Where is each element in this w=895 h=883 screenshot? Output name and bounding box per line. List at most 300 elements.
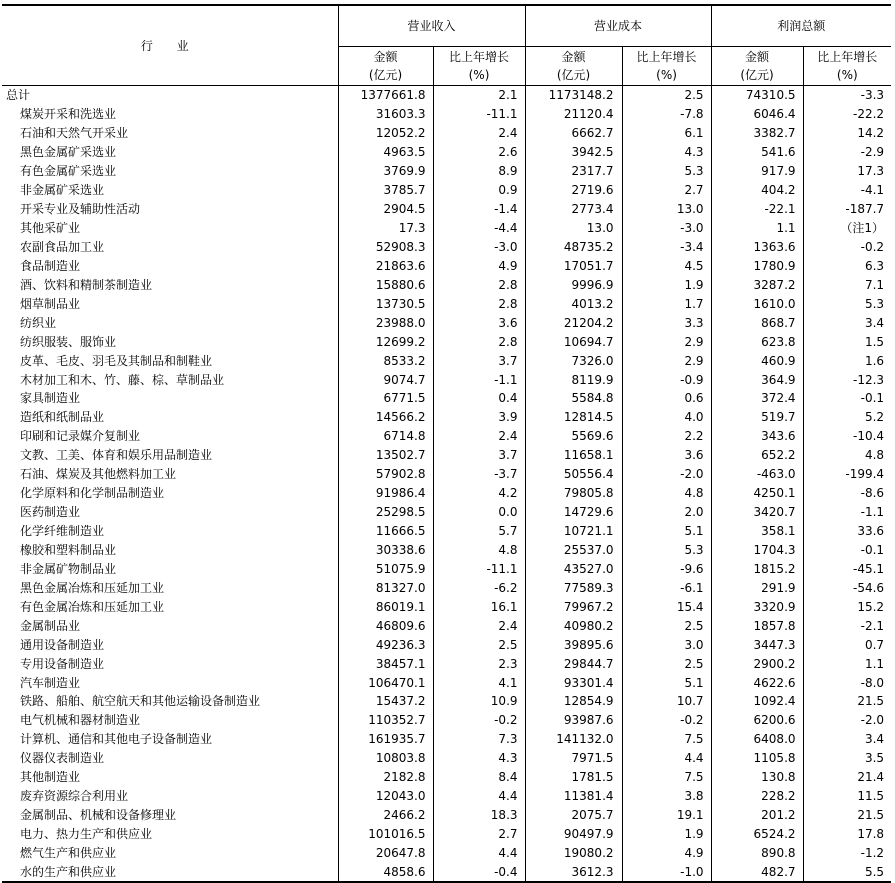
industry-name-cell: 造纸和纸制品业 xyxy=(20,410,105,425)
revenue-amount-cell: 57902.8 xyxy=(338,465,433,484)
revenue-growth-cell: 16.1 xyxy=(433,597,525,616)
industry-name-cell: 金属制品、机械和设备修理业 xyxy=(20,808,177,823)
revenue-amount-cell: 101016.5 xyxy=(338,825,433,844)
growth-label: 比上年增长 xyxy=(636,50,697,64)
profit-amount-cell: 1092.4 xyxy=(711,692,803,711)
revenue-growth-cell: 0.4 xyxy=(433,389,525,408)
revenue-amount-cell: 81327.0 xyxy=(338,578,433,597)
profit-growth-cell: -2.0 xyxy=(803,711,891,730)
industry-column-header: 行 业 xyxy=(2,5,338,86)
cost-growth-cell: 3.3 xyxy=(622,313,711,332)
revenue-amount-cell: 12699.2 xyxy=(338,332,433,351)
revenue-amount-cell: 2466.2 xyxy=(338,806,433,825)
cost-amount-cell: 3612.3 xyxy=(525,862,622,882)
cost-growth-cell: -7.8 xyxy=(622,105,711,124)
table-row xyxy=(2,143,891,162)
revenue-growth-cell: 3.7 xyxy=(433,446,525,465)
profit-growth-cell: 3.5 xyxy=(803,749,891,768)
revenue-amount-cell: 20647.8 xyxy=(338,844,433,863)
cost-amount-cell: 6662.7 xyxy=(525,124,622,143)
cost-growth-cell: -2.0 xyxy=(622,465,711,484)
profit-amount-cell: 2900.2 xyxy=(711,654,803,673)
industry-name-cell: 煤炭开采和洗选业 xyxy=(20,107,117,122)
profit-growth-cell: 1.6 xyxy=(803,351,891,370)
profit-amount-cell: 3447.3 xyxy=(711,635,803,654)
profit-growth-cell: 3.4 xyxy=(803,313,891,332)
profit-growth-cell: 6.3 xyxy=(803,256,891,275)
industry-name-cell: 非金属矿物制品业 xyxy=(20,561,117,576)
revenue-growth-cell: 4.9 xyxy=(433,256,525,275)
cost-growth-cell: 6.1 xyxy=(622,124,711,143)
industry-name-cell: 文教、工美、体育和娱乐用品制造业 xyxy=(20,448,213,463)
profit-growth-cell: 1.5 xyxy=(803,332,891,351)
table-row xyxy=(2,389,891,408)
industry-name-cell: 化学纤维制造业 xyxy=(20,524,105,539)
table-row xyxy=(2,711,891,730)
table-row xyxy=(2,522,891,541)
cost-amount-cell: 8119.9 xyxy=(525,370,622,389)
amount-label: 金额 xyxy=(745,50,770,64)
profit-amount-cell: 623.8 xyxy=(711,332,803,351)
revenue-amount-cell: 15880.6 xyxy=(338,275,433,294)
industry-name-cell: 金属制品业 xyxy=(20,618,81,633)
cost-growth-cell: 7.5 xyxy=(622,730,711,749)
revenue-growth-cell: 2.8 xyxy=(433,275,525,294)
table-row xyxy=(2,275,891,294)
revenue-amount-cell: 30338.6 xyxy=(338,541,433,560)
profit-amount-cell: 1815.2 xyxy=(711,559,803,578)
cost-group-header: 营业成本 xyxy=(525,5,711,47)
cost-amount-cell: 1781.5 xyxy=(525,768,622,787)
revenue-amount-cell: 3785.7 xyxy=(338,181,433,200)
cost-amount-cell: 90497.9 xyxy=(525,825,622,844)
profit-growth-cell: 21.4 xyxy=(803,768,891,787)
cost-growth-cell: 1.9 xyxy=(622,275,711,294)
cost-growth-cell: 4.3 xyxy=(622,143,711,162)
profit-amount-cell: 652.2 xyxy=(711,446,803,465)
revenue-growth-cell: 2.7 xyxy=(433,825,525,844)
cost-growth-cell: 4.0 xyxy=(622,408,711,427)
cost-growth-cell: 2.9 xyxy=(622,351,711,370)
cost-growth-cell: 1.9 xyxy=(622,825,711,844)
revenue-amount-cell: 4963.5 xyxy=(338,143,433,162)
revenue-amount-cell: 31603.3 xyxy=(338,105,433,124)
revenue-growth-cell: 4.1 xyxy=(433,673,525,692)
profit-amount-cell: 1704.3 xyxy=(711,541,803,560)
cost-amount-cell: 21204.2 xyxy=(525,313,622,332)
cost-growth-cell: 3.8 xyxy=(622,787,711,806)
profit-growth-cell: -45.1 xyxy=(803,559,891,578)
table-row xyxy=(2,635,891,654)
profit-amount-cell: 3382.7 xyxy=(711,124,803,143)
profit-growth-cell: -0.2 xyxy=(803,238,891,257)
industry-name-cell: 医药制造业 xyxy=(20,505,81,520)
revenue-growth-cell: 3.7 xyxy=(433,351,525,370)
table-row xyxy=(2,181,891,200)
revenue-amount-cell: 25298.5 xyxy=(338,503,433,522)
profit-amount-cell: 1610.0 xyxy=(711,294,803,313)
profit-growth-cell: -1.2 xyxy=(803,844,891,863)
industry-name-cell: 废弃资源综合利用业 xyxy=(20,789,129,804)
revenue-growth-header xyxy=(433,47,525,86)
revenue-amount-cell: 11666.5 xyxy=(338,522,433,541)
profit-growth-cell: 1.1 xyxy=(803,654,891,673)
profit-growth-cell: 33.6 xyxy=(803,522,891,541)
cost-amount-cell: 40980.2 xyxy=(525,616,622,635)
profit-amount-cell: 4622.6 xyxy=(711,673,803,692)
table-row xyxy=(2,238,891,257)
cost-growth-cell: 0.6 xyxy=(622,389,711,408)
revenue-growth-cell: 2.8 xyxy=(433,294,525,313)
growth-unit: (%) xyxy=(836,68,858,82)
revenue-amount-cell: 2182.8 xyxy=(338,768,433,787)
profit-growth-cell: -2.9 xyxy=(803,143,891,162)
cost-amount-cell: 2075.7 xyxy=(525,806,622,825)
cost-amount-cell: 93301.4 xyxy=(525,673,622,692)
profit-growth-cell: -8.6 xyxy=(803,484,891,503)
profit-amount-cell: 6046.4 xyxy=(711,105,803,124)
table-row xyxy=(2,427,891,446)
profit-growth-cell: 17.8 xyxy=(803,825,891,844)
industry-name-cell: 黑色金属冶炼和压延加工业 xyxy=(20,580,165,595)
profit-growth-cell: -22.2 xyxy=(803,105,891,124)
profit-amount-cell: 1780.9 xyxy=(711,256,803,275)
cost-amount-cell: 19080.2 xyxy=(525,844,622,863)
table-row xyxy=(2,578,891,597)
cost-growth-cell: 19.1 xyxy=(622,806,711,825)
revenue-growth-cell: -1.1 xyxy=(433,370,525,389)
revenue-amount-cell: 23988.0 xyxy=(338,313,433,332)
profit-group-header: 利润总额 xyxy=(711,5,891,47)
industry-statistics-table xyxy=(2,4,891,883)
industry-name-cell: 铁路、船舶、航空航天和其他运输设备制造业 xyxy=(20,694,261,709)
revenue-amount-cell: 12052.2 xyxy=(338,124,433,143)
cost-growth-cell: 13.0 xyxy=(622,200,711,219)
table-header xyxy=(2,5,891,86)
profit-growth-cell: 4.8 xyxy=(803,446,891,465)
industry-name-cell: 有色金属冶炼和压延加工业 xyxy=(20,599,165,614)
growth-label: 比上年增长 xyxy=(817,50,878,64)
table-row xyxy=(2,787,891,806)
table-row xyxy=(2,862,891,882)
cost-growth-cell: 10.7 xyxy=(622,692,711,711)
industry-name-cell: 农副食品加工业 xyxy=(20,239,105,254)
cost-amount-cell: 5569.6 xyxy=(525,427,622,446)
table-row xyxy=(2,484,891,503)
profit-amount-cell: 3420.7 xyxy=(711,503,803,522)
cost-amount-cell: 7326.0 xyxy=(525,351,622,370)
cost-amount-cell: 1173148.2 xyxy=(525,86,622,105)
profit-growth-cell: 17.3 xyxy=(803,162,891,181)
cost-amount-cell: 2719.6 xyxy=(525,181,622,200)
profit-growth-cell: 21.5 xyxy=(803,692,891,711)
profit-amount-cell: 358.1 xyxy=(711,522,803,541)
profit-growth-cell: -1.1 xyxy=(803,503,891,522)
cost-amount-cell: 4013.2 xyxy=(525,294,622,313)
revenue-growth-cell: -6.2 xyxy=(433,578,525,597)
cost-growth-cell: 4.9 xyxy=(622,844,711,863)
profit-amount-cell: 917.9 xyxy=(711,162,803,181)
cost-growth-cell: 2.5 xyxy=(622,654,711,673)
industry-name-cell: 开采专业及辅助性活动 xyxy=(20,202,141,217)
profit-amount-cell: -22.1 xyxy=(711,200,803,219)
amount-label: 金额 xyxy=(561,50,586,64)
cost-amount-cell: 48735.2 xyxy=(525,238,622,257)
total-row xyxy=(2,86,891,105)
industry-name-cell: 化学原料和化学制品制造业 xyxy=(20,486,165,501)
revenue-amount-cell: 1377661.8 xyxy=(338,86,433,105)
profit-growth-cell: -3.3 xyxy=(803,86,891,105)
industry-name-cell: 酒、饮料和精制茶制造业 xyxy=(20,277,153,292)
profit-growth-cell: -8.0 xyxy=(803,673,891,692)
revenue-amount-cell: 4858.6 xyxy=(338,862,433,882)
revenue-growth-cell: -1.4 xyxy=(433,200,525,219)
profit-growth-cell: 7.1 xyxy=(803,275,891,294)
profit-amount-cell: 364.9 xyxy=(711,370,803,389)
table-row xyxy=(2,105,891,124)
revenue-growth-cell: 2.3 xyxy=(433,654,525,673)
profit-growth-cell: 0.7 xyxy=(803,635,891,654)
cost-amount-cell: 11381.4 xyxy=(525,787,622,806)
revenue-group-header: 营业收入 xyxy=(338,5,525,47)
table-row xyxy=(2,446,891,465)
cost-amount-cell: 7971.5 xyxy=(525,749,622,768)
cost-growth-cell: 2.5 xyxy=(622,616,711,635)
industry-name-cell: 印刷和记录媒介复制业 xyxy=(20,429,141,444)
profit-amount-cell: 3320.9 xyxy=(711,597,803,616)
cost-growth-cell: -0.2 xyxy=(622,711,711,730)
revenue-growth-cell: -4.4 xyxy=(433,219,525,238)
cost-growth-cell: -6.1 xyxy=(622,578,711,597)
table-row xyxy=(2,332,891,351)
revenue-amount-cell: 51075.9 xyxy=(338,559,433,578)
profit-amount-cell: 890.8 xyxy=(711,844,803,863)
cost-amount-header xyxy=(525,47,622,86)
cost-amount-cell: 12854.9 xyxy=(525,692,622,711)
revenue-growth-cell: 18.3 xyxy=(433,806,525,825)
table-row xyxy=(2,749,891,768)
revenue-amount-cell: 46809.6 xyxy=(338,616,433,635)
profit-growth-cell: 15.2 xyxy=(803,597,891,616)
profit-amount-cell: 3287.2 xyxy=(711,275,803,294)
revenue-growth-cell: 4.4 xyxy=(433,844,525,863)
table-row xyxy=(2,616,891,635)
table-body xyxy=(2,86,891,883)
cost-growth-cell: 3.0 xyxy=(622,635,711,654)
profit-amount-cell: -463.0 xyxy=(711,465,803,484)
cost-growth-cell: 1.7 xyxy=(622,294,711,313)
revenue-growth-cell: 2.8 xyxy=(433,332,525,351)
table-row xyxy=(2,541,891,560)
amount-label: 金额 xyxy=(373,50,398,64)
cost-growth-cell: -9.6 xyxy=(622,559,711,578)
cost-amount-cell: 5584.8 xyxy=(525,389,622,408)
table-row xyxy=(2,768,891,787)
profit-amount-cell: 1105.8 xyxy=(711,749,803,768)
profit-amount-cell: 291.9 xyxy=(711,578,803,597)
revenue-amount-cell: 38457.1 xyxy=(338,654,433,673)
table-row xyxy=(2,825,891,844)
revenue-growth-cell: 4.3 xyxy=(433,749,525,768)
cost-growth-cell: 2.2 xyxy=(622,427,711,446)
cost-amount-cell: 12814.5 xyxy=(525,408,622,427)
cost-growth-cell: 4.5 xyxy=(622,256,711,275)
industry-name-cell: 其他采矿业 xyxy=(20,221,81,236)
profit-amount-cell: 201.2 xyxy=(711,806,803,825)
industry-name-cell: 非金属矿采选业 xyxy=(20,183,105,198)
revenue-growth-cell: 5.7 xyxy=(433,522,525,541)
revenue-growth-cell: 2.4 xyxy=(433,616,525,635)
cost-growth-cell: 2.5 xyxy=(622,86,711,105)
industry-name-cell: 木材加工和木、竹、藤、棕、草制品业 xyxy=(20,372,225,387)
revenue-growth-cell: 3.6 xyxy=(433,313,525,332)
revenue-amount-cell: 15437.2 xyxy=(338,692,433,711)
cost-growth-cell: -1.0 xyxy=(622,862,711,882)
profit-amount-cell: 1363.6 xyxy=(711,238,803,257)
cost-amount-cell: 3942.5 xyxy=(525,143,622,162)
industry-name-cell: 家具制造业 xyxy=(20,391,81,406)
revenue-growth-cell: -0.2 xyxy=(433,711,525,730)
table-row xyxy=(2,256,891,275)
cost-amount-cell: 17051.7 xyxy=(525,256,622,275)
profit-amount-cell: 372.4 xyxy=(711,389,803,408)
profit-growth-header xyxy=(803,47,891,86)
cost-growth-cell: 5.1 xyxy=(622,673,711,692)
growth-unit: (%) xyxy=(656,68,677,82)
cost-amount-cell: 10694.7 xyxy=(525,332,622,351)
revenue-amount-cell: 6714.8 xyxy=(338,427,433,446)
profit-amount-cell: 130.8 xyxy=(711,768,803,787)
profit-growth-cell: 14.2 xyxy=(803,124,891,143)
cost-growth-cell: -0.9 xyxy=(622,370,711,389)
industry-name-cell: 仪器仪表制造业 xyxy=(20,751,105,766)
revenue-amount-cell: 2904.5 xyxy=(338,200,433,219)
revenue-growth-cell: -3.7 xyxy=(433,465,525,484)
cost-growth-cell: 7.5 xyxy=(622,768,711,787)
revenue-amount-cell: 10803.8 xyxy=(338,749,433,768)
profit-growth-cell: -199.4 xyxy=(803,465,891,484)
cost-amount-cell: 21120.4 xyxy=(525,105,622,124)
revenue-amount-cell: 17.3 xyxy=(338,219,433,238)
table-row xyxy=(2,313,891,332)
industry-name-cell: 汽车制造业 xyxy=(20,675,81,690)
cost-growth-cell: 3.6 xyxy=(622,446,711,465)
cost-amount-cell: 141132.0 xyxy=(525,730,622,749)
revenue-growth-cell: -0.4 xyxy=(433,862,525,882)
cost-growth-cell: 15.4 xyxy=(622,597,711,616)
industry-name-cell: 石油和天然气开采业 xyxy=(20,126,129,141)
cost-amount-cell: 2317.7 xyxy=(525,162,622,181)
table-row xyxy=(2,654,891,673)
revenue-amount-cell: 106470.1 xyxy=(338,673,433,692)
cost-amount-cell: 11658.1 xyxy=(525,446,622,465)
profit-growth-cell: 11.5 xyxy=(803,787,891,806)
profit-amount-cell: 460.9 xyxy=(711,351,803,370)
cost-growth-cell: 5.3 xyxy=(622,541,711,560)
cost-amount-cell: 43527.0 xyxy=(525,559,622,578)
cost-amount-cell: 10721.1 xyxy=(525,522,622,541)
revenue-growth-cell: 2.4 xyxy=(433,124,525,143)
revenue-growth-cell: 2.1 xyxy=(433,86,525,105)
profit-growth-cell: -0.1 xyxy=(803,389,891,408)
profit-growth-cell: 21.5 xyxy=(803,806,891,825)
cost-amount-cell: 79805.8 xyxy=(525,484,622,503)
revenue-growth-cell: 2.4 xyxy=(433,427,525,446)
cost-amount-cell: 25537.0 xyxy=(525,541,622,560)
table-row xyxy=(2,351,891,370)
profit-amount-cell: 6408.0 xyxy=(711,730,803,749)
revenue-growth-cell: -11.1 xyxy=(433,559,525,578)
profit-amount-cell: 343.6 xyxy=(711,427,803,446)
industry-name-cell: 烟草制品业 xyxy=(20,296,81,311)
revenue-amount-header xyxy=(338,47,433,86)
profit-growth-cell: 3.4 xyxy=(803,730,891,749)
cost-growth-cell: 2.9 xyxy=(622,332,711,351)
industry-name-cell: 电气机械和器材制造业 xyxy=(20,713,141,728)
profit-amount-cell: 4250.1 xyxy=(711,484,803,503)
cost-growth-cell: -3.4 xyxy=(622,238,711,257)
table-row xyxy=(2,503,891,522)
profit-growth-cell: -12.3 xyxy=(803,370,891,389)
profit-amount-cell: 6200.6 xyxy=(711,711,803,730)
revenue-amount-cell: 91986.4 xyxy=(338,484,433,503)
revenue-amount-cell: 49236.3 xyxy=(338,635,433,654)
profit-amount-cell: 1857.8 xyxy=(711,616,803,635)
revenue-amount-cell: 86019.1 xyxy=(338,597,433,616)
cost-amount-cell: 9996.9 xyxy=(525,275,622,294)
industry-name-cell: 有色金属矿采选业 xyxy=(20,164,117,179)
revenue-growth-cell: 4.2 xyxy=(433,484,525,503)
profit-amount-cell: 74310.5 xyxy=(711,86,803,105)
profit-growth-cell: -2.1 xyxy=(803,616,891,635)
industry-name-cell: 燃气生产和供应业 xyxy=(20,845,117,860)
industry-name-cell: 通用设备制造业 xyxy=(20,637,105,652)
profit-growth-cell: 5.5 xyxy=(803,862,891,882)
industry-name-cell: 石油、煤炭及其他燃料加工业 xyxy=(20,467,177,482)
table-row xyxy=(2,597,891,616)
industry-name-cell: 橡胶和塑料制品业 xyxy=(20,542,117,557)
revenue-growth-cell: 0.0 xyxy=(433,503,525,522)
revenue-growth-cell: 3.9 xyxy=(433,408,525,427)
profit-amount-cell: 1.1 xyxy=(711,219,803,238)
industry-name-cell: 总计 xyxy=(6,88,31,103)
cost-amount-cell: 14729.6 xyxy=(525,503,622,522)
table-row xyxy=(2,370,891,389)
profit-amount-cell: 228.2 xyxy=(711,787,803,806)
industry-name-cell: 纺织服装、服饰业 xyxy=(20,334,117,349)
table-row xyxy=(2,730,891,749)
industry-name-cell: 其他制造业 xyxy=(20,770,81,785)
revenue-growth-cell: 8.9 xyxy=(433,162,525,181)
table-row xyxy=(2,294,891,313)
profit-growth-cell: -0.1 xyxy=(803,541,891,560)
profit-amount-cell: 868.7 xyxy=(711,313,803,332)
revenue-amount-cell: 110352.7 xyxy=(338,711,433,730)
industry-name-cell: 电力、热力生产和供应业 xyxy=(20,827,153,842)
industry-name-cell: 纺织业 xyxy=(20,315,57,330)
revenue-growth-cell: 0.9 xyxy=(433,181,525,200)
revenue-amount-cell: 9074.7 xyxy=(338,370,433,389)
cost-amount-cell: 29844.7 xyxy=(525,654,622,673)
revenue-growth-cell: 2.5 xyxy=(433,635,525,654)
cost-amount-cell: 93987.6 xyxy=(525,711,622,730)
revenue-amount-cell: 13730.5 xyxy=(338,294,433,313)
cost-amount-cell: 13.0 xyxy=(525,219,622,238)
table-row xyxy=(2,806,891,825)
table-row xyxy=(2,692,891,711)
cost-growth-cell: 4.4 xyxy=(622,749,711,768)
industry-name-cell: 专用设备制造业 xyxy=(20,656,105,671)
